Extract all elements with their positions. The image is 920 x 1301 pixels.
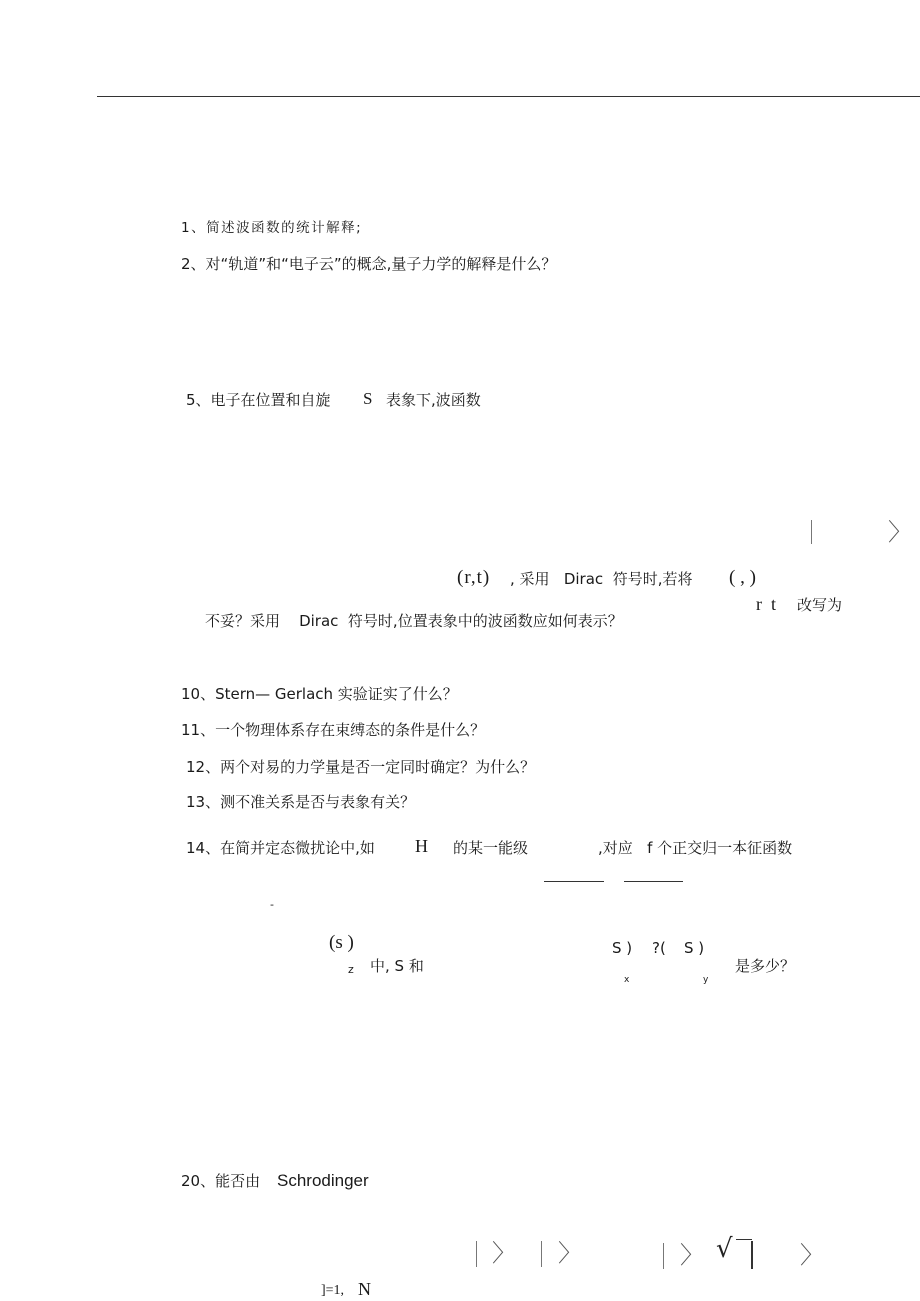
ket-bar-4 — [751, 1241, 753, 1269]
spin-question: 是多少？ — [735, 957, 796, 975]
question-11: 11、一个物理体系存在束缚态的条件是什么？ — [181, 721, 486, 739]
question-10: 10、Stern— Gerlach 实验证实了什么？ — [181, 685, 458, 703]
dash-mark: - — [270, 898, 274, 911]
schrodinger-name: Schrodinger — [277, 1171, 369, 1190]
question-5-rest: 表象下,波函数 — [386, 391, 481, 409]
blank-line-2 — [624, 881, 683, 882]
dirac-text: , 采用 Dirac 符号时,若将 — [510, 570, 693, 588]
spin-mid-text: 中, S 和 — [370, 957, 424, 975]
sqrt-icon: √ — [716, 1234, 733, 1264]
ket-args: r t — [756, 594, 776, 614]
subscript-y: y — [703, 975, 709, 985]
blank-line-1 — [544, 881, 604, 882]
header-rule — [97, 96, 920, 97]
dirac-line-2: 不妥？采用 Dirac 符号时,位置表象中的波函数应如何表示？ — [205, 612, 623, 630]
ket-angle-icon: 〉 — [888, 518, 912, 546]
question-13: 13、测不准关系是否与表象有关？ — [186, 793, 416, 811]
symbol-n: N — [358, 1279, 371, 1299]
ket-bar-2 — [541, 1241, 542, 1267]
ket-bar-1 — [476, 1241, 477, 1267]
spin-symbol-s: S — [363, 389, 373, 408]
energy-level-label: 的某一能级 — [453, 839, 529, 857]
ket-angle-2-icon: 〉 — [558, 1239, 582, 1267]
spin-sx: S ) — [612, 939, 633, 957]
ket-angle-1-icon: 〉 — [492, 1239, 516, 1267]
question-2: 2、对“轨道”和“电子云”的概念,量子力学的解释是什么？ — [181, 255, 557, 273]
question-5: 5、电子在位置和自旋 — [186, 391, 331, 409]
rewrite-label: 改写为 — [797, 596, 843, 614]
spin-sz: (s ) — [329, 932, 354, 953]
normalization-eq: ]=1, — [321, 1283, 345, 1298]
question-12: 12、两个对易的力学量是否一定同时确定？为什么？ — [186, 758, 536, 776]
sqrt-bar — [736, 1239, 752, 1240]
subscript-x: x — [624, 975, 630, 985]
ket-angle-3-icon: 〉 — [680, 1241, 704, 1269]
question-14-rest: ,对应 f 个正交归一本征函数 — [598, 839, 793, 857]
question-14: 14、在简并定态微扰论中,如 — [186, 839, 375, 857]
subscript-z: z — [348, 963, 354, 976]
question-1: 1、简述波函数的统计解释; — [181, 220, 363, 236]
spin-sy: S ) — [684, 939, 705, 957]
ket-bar — [811, 520, 812, 544]
ket-paren: ( , ) — [729, 567, 756, 588]
hamiltonian-symbol: H — [415, 836, 428, 856]
ket-bar-3 — [663, 1243, 664, 1269]
ket-angle-4-icon: 〉 — [800, 1241, 824, 1269]
wavefunction-args: (r,t) — [457, 567, 491, 588]
spin-q: ?( — [652, 939, 666, 957]
question-20: 20、能否由 — [181, 1172, 261, 1190]
